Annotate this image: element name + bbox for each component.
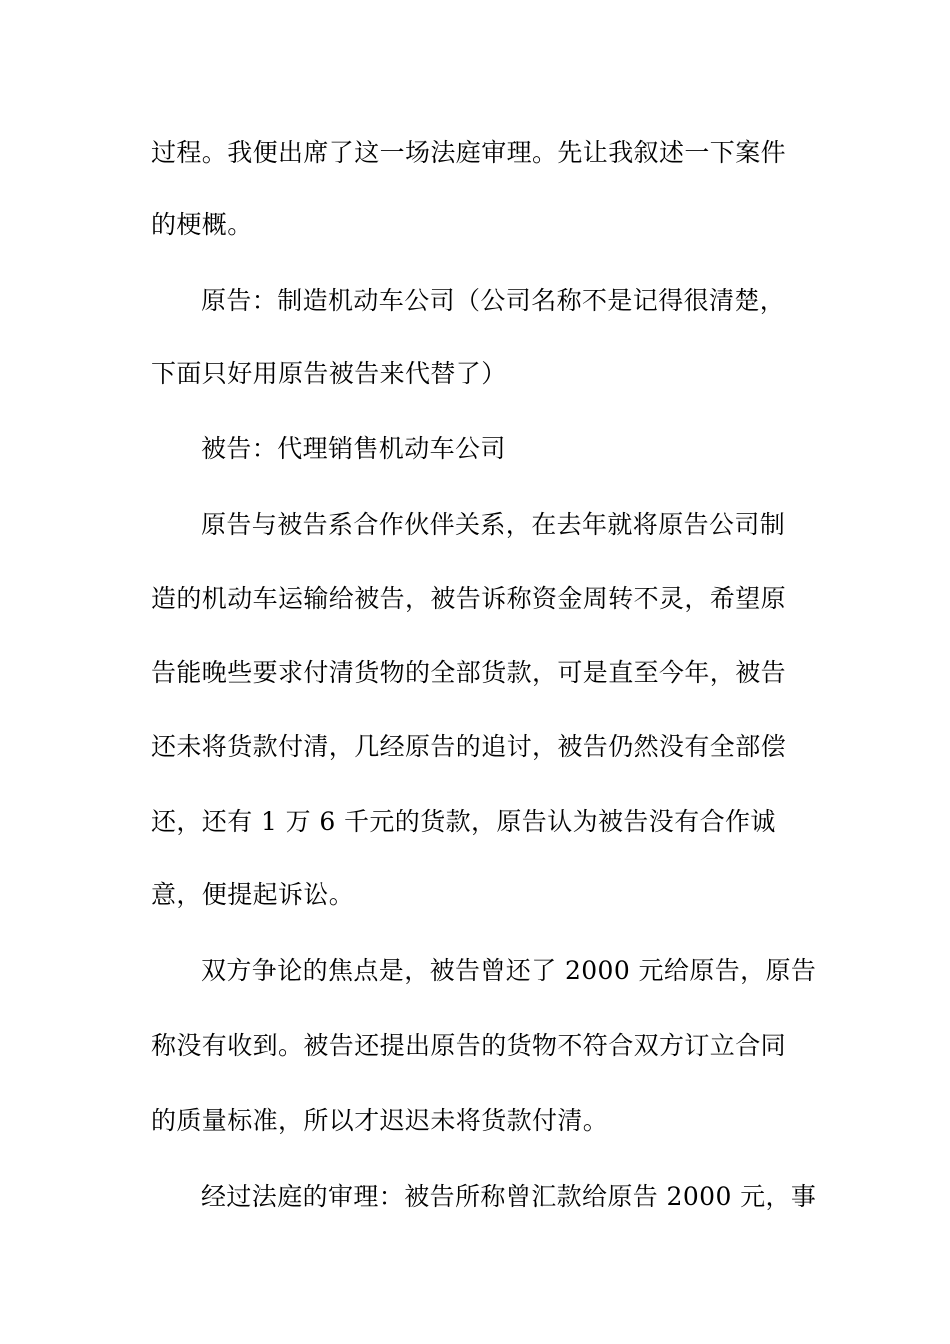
text-line: 双方争论的焦点是，被告曾还了 2000 元给原告，原告 [201,956,817,985]
text-line: 过程。我便出席了这一场法庭审理。先让我叙述一下案件 [151,138,787,167]
text-line: 原告：制造机动车公司（公司名称不是记得很清楚， [201,286,786,315]
text-line: 被告：代理销售机动车公司 [201,434,506,463]
text-line: 原告与被告系合作伙伴关系，在去年就将原告公司制 [201,510,786,539]
text-line: 意，便提起诉讼。 [151,880,355,909]
text-line: 称没有收到。被告还提出原告的货物不符合双方订立合同 [151,1031,787,1060]
text-line: 还，还有 1 万 6 千元的货款，原告认为被告没有合作诚 [151,807,776,836]
text-line: 下面只好用原告被告来代替了） [151,359,507,388]
text-line: 的质量标准，所以才迟迟未将货款付清。 [151,1106,609,1135]
text-line: 还未将货款付清，几经原告的追讨，被告仍然没有全部偿 [151,732,787,761]
text-line: 的梗概。 [151,210,253,239]
text-line: 经过法庭的审理：被告所称曾汇款给原告 2000 元，事 [201,1182,817,1211]
text-line: 告能晚些要求付清货物的全部货款，可是直至今年，被告 [151,658,787,687]
text-line: 造的机动车运输给被告，被告诉称资金周转不灵，希望原 [151,584,787,613]
